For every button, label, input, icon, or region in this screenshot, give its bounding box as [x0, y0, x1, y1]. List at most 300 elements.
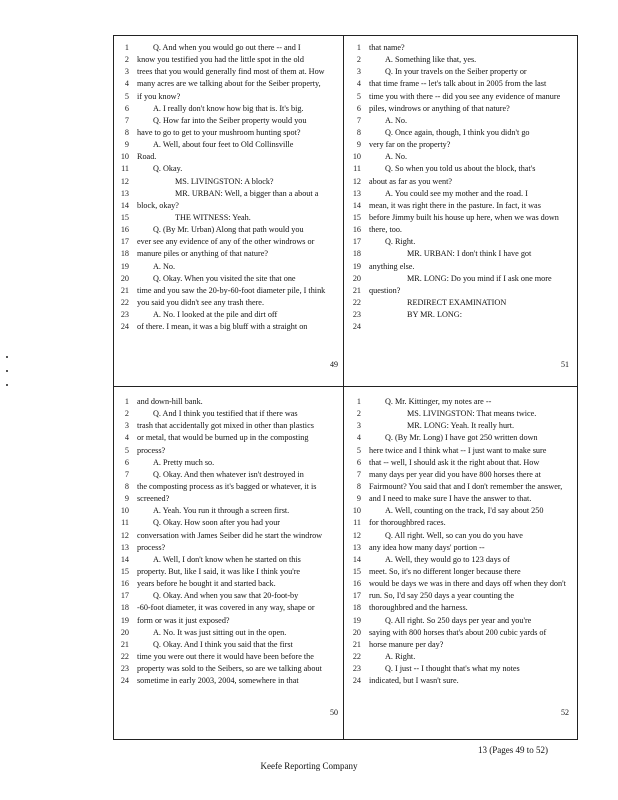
line-number: 2 [124, 409, 129, 419]
transcript-line [345, 188, 574, 200]
transcript-line [113, 78, 342, 90]
line-text: A. Well, I don't know when he started on this [153, 554, 301, 564]
line-number: 10 [120, 152, 129, 162]
transcript-line [113, 54, 342, 66]
line-number: 7 [356, 469, 361, 479]
line-number: 16 [120, 579, 129, 589]
line-text: saying with 800 horses that's about 200 cubic yards of [369, 627, 547, 637]
line-text: block, okay? [137, 200, 179, 210]
transcript-line [113, 261, 342, 273]
transcript-line [113, 675, 342, 687]
line-number: 8 [356, 127, 361, 137]
line-text: Q. Okay. How soon after you had your [153, 518, 281, 528]
transcript-line [113, 224, 342, 236]
transcript-page-bottom-right [345, 396, 574, 687]
line-number: 23 [120, 310, 129, 320]
transcript-line [345, 396, 574, 408]
line-number: 7 [124, 115, 129, 125]
line-text: there, too. [369, 225, 402, 235]
transcript-line [113, 248, 342, 260]
line-number: 5 [356, 445, 361, 455]
transcript-line [113, 469, 342, 481]
transcript-line [345, 493, 574, 505]
line-number: 16 [120, 225, 129, 235]
transcript-line [345, 66, 574, 78]
transcript-line [345, 469, 574, 481]
line-text: years before he bought it and started back. [137, 579, 276, 589]
transcript-line [345, 627, 574, 639]
line-number: 1 [124, 397, 129, 406]
line-number: 7 [356, 115, 361, 125]
line-text: Q. All right. Well, so can you do you have [385, 530, 523, 540]
transcript-line [345, 420, 574, 432]
line-number: 24 [120, 676, 129, 686]
line-text: REDIRECT EXAMINATION [407, 297, 507, 307]
line-text: Q. Once again, though, I think you didn't go [385, 127, 530, 137]
page-number-bottom-left: 50 [330, 708, 338, 717]
transcript-line [345, 554, 574, 566]
transcript-line [113, 42, 342, 54]
line-text: conversation with James Seiber did he start the windrow [137, 530, 323, 540]
line-number: 16 [352, 225, 361, 235]
line-number: 13 [352, 542, 361, 552]
line-text: MR. URBAN: I don't think I have got [407, 249, 532, 259]
line-number: 20 [352, 273, 361, 283]
transcript-line [345, 261, 574, 273]
transcript-line [113, 651, 342, 663]
line-text: screened? [137, 494, 170, 504]
transcript-line [345, 103, 574, 115]
margin-mark [6, 370, 8, 372]
line-text: question? [369, 285, 401, 295]
transcript-line [113, 505, 342, 517]
line-number: 7 [124, 469, 129, 479]
line-text: and down-hill bank. [137, 397, 203, 406]
transcript-page-bottom-left [113, 396, 342, 687]
line-text: ever see any evidence of any of the other windrows or [137, 237, 315, 247]
line-number: 5 [356, 91, 361, 101]
transcript-line [113, 321, 342, 333]
line-number: 1 [356, 43, 361, 52]
line-text: A. I really don't know how big that is. It's big. [153, 103, 304, 113]
line-number: 12 [120, 176, 129, 186]
line-text: A. Well, about four feet to Old Collinsville [153, 140, 294, 150]
transcript-line [345, 115, 574, 127]
line-text: A. Well, counting on the track, I'd say about 250 [385, 506, 544, 516]
line-number: 20 [352, 627, 361, 637]
line-number: 19 [120, 615, 129, 625]
transcript-line [345, 542, 574, 554]
line-text: manure piles or anything of that nature? [137, 249, 268, 259]
vertical-divider [343, 35, 344, 740]
line-number: 14 [120, 554, 129, 564]
line-text: very far on the property? [369, 140, 451, 150]
line-number: 6 [356, 457, 361, 467]
line-text: A. No. [385, 152, 408, 162]
line-number: 11 [121, 164, 129, 174]
transcript-line [345, 163, 574, 175]
line-number: 9 [124, 494, 129, 504]
line-number: 5 [124, 91, 129, 101]
line-text: Q. So when you told us about the block, that's [385, 164, 536, 174]
line-number: 21 [120, 285, 129, 295]
line-number: 6 [356, 103, 361, 113]
transcript-line [345, 151, 574, 163]
line-number: 17 [120, 591, 129, 601]
transcript-line [113, 481, 342, 493]
transcript-line [113, 285, 342, 297]
line-number: 3 [356, 421, 361, 431]
line-text: A. Yeah. You run it through a screen first. [153, 506, 290, 516]
transcript-line [113, 554, 342, 566]
line-text: anything else. [369, 261, 415, 271]
transcript-line [345, 432, 574, 444]
line-number: 13 [352, 188, 361, 198]
line-number: 12 [352, 530, 361, 540]
transcript-line [113, 590, 342, 602]
line-number: 19 [352, 615, 361, 625]
line-number: 10 [352, 152, 361, 162]
line-text: many acres are we talking about for the Seiber property, [137, 79, 321, 89]
transcript-line [345, 615, 574, 627]
transcript-line [113, 309, 342, 321]
transcript-line [345, 309, 574, 321]
line-text: A. Right. [385, 651, 416, 661]
transcript-page-top-left [113, 42, 342, 333]
line-number: 21 [120, 639, 129, 649]
line-text: process? [137, 542, 166, 552]
line-number: 18 [352, 603, 361, 613]
line-number: 24 [352, 676, 361, 686]
transcript-line [345, 176, 574, 188]
line-number: 22 [120, 651, 129, 661]
line-number: 18 [120, 603, 129, 613]
transcript-line [345, 517, 574, 529]
transcript-line [345, 651, 574, 663]
line-text: trees that you would generally find most of them at. How [137, 67, 325, 77]
line-number: 11 [121, 518, 129, 528]
line-text: A. No. [153, 261, 176, 271]
transcript-line [345, 248, 574, 260]
transcript-line [113, 615, 342, 627]
line-text: you said you didn't see any trash there. [137, 297, 264, 307]
line-number: 8 [356, 481, 361, 491]
transcript-line [113, 627, 342, 639]
line-text: -60-foot diameter, it was covered in any way, shape or [137, 603, 315, 613]
line-text: Q. All right. So 250 days per year and you're [385, 615, 532, 625]
line-text: A. No. It was just sitting out in the open. [153, 627, 287, 637]
line-number: 24 [120, 322, 129, 332]
transcript-line [113, 188, 342, 200]
line-number: 18 [352, 249, 361, 259]
line-text: property was sold to the Seibers, so are we talking about [137, 664, 322, 674]
transcript-line [113, 542, 342, 554]
line-text: or metal, that would be burned up in the composting [137, 433, 309, 443]
line-text: of there. I mean, it was a big bluff with a straight on [137, 322, 308, 332]
line-number: 17 [120, 237, 129, 247]
line-number: 21 [352, 639, 361, 649]
transcript-line [113, 115, 342, 127]
line-number: 12 [352, 176, 361, 186]
transcript-line [345, 42, 574, 54]
line-text: that -- well, I should ask it the right about that. How [369, 457, 540, 467]
line-text: have to go to get to your mushroom hunting spot? [137, 127, 301, 137]
line-text: here twice and I think what -- I just want to make sure [369, 445, 547, 455]
transcript-line [113, 408, 342, 420]
line-number: 19 [120, 261, 129, 271]
line-text: process? [137, 445, 166, 455]
page-number-bottom-right: 52 [561, 708, 569, 717]
transcript-line [113, 457, 342, 469]
line-number: 23 [352, 310, 361, 320]
line-text: Road. [137, 152, 157, 162]
transcript-line [345, 445, 574, 457]
line-text: A. Something like that, yes. [385, 55, 477, 65]
transcript-line [345, 481, 574, 493]
line-text: Q. How far into the Seiber property would you [153, 115, 307, 125]
line-number: 13 [120, 188, 129, 198]
transcript-line [345, 127, 574, 139]
line-text: BY MR. LONG: [407, 310, 462, 320]
transcript-lines [113, 42, 342, 333]
line-number: 23 [352, 664, 361, 674]
line-text: for thoroughbred races. [369, 518, 446, 528]
line-number: 2 [356, 409, 361, 419]
line-text: Q. (By Mr. Urban) Along that path would you [153, 225, 304, 235]
page-range-footer: 13 (Pages 49 to 52) [478, 745, 548, 755]
line-text: Q. In your travels on the Seiber property or [385, 67, 527, 77]
line-number: 10 [120, 506, 129, 516]
transcript-line [345, 578, 574, 590]
line-number: 23 [120, 664, 129, 674]
line-number: 13 [120, 542, 129, 552]
line-number: 15 [352, 566, 361, 576]
transcript-line [345, 212, 574, 224]
line-number: 5 [124, 445, 129, 455]
transcript-line [345, 457, 574, 469]
line-text: Q. And I think you testified that if there was [153, 409, 298, 419]
transcript-line [345, 663, 574, 675]
transcript-line [345, 590, 574, 602]
transcript-line [113, 127, 342, 139]
transcript-line [345, 91, 574, 103]
transcript-line [113, 200, 342, 212]
transcript-line [345, 78, 574, 90]
line-text: Q. Mr. Kittinger, my notes are -- [385, 397, 492, 406]
line-text: MS. LIVINGSTON: A block? [175, 176, 274, 186]
line-text: Q. Okay. And I think you said that the first [153, 639, 293, 649]
transcript-line [113, 639, 342, 651]
line-number: 4 [356, 433, 361, 443]
transcript-line [345, 675, 574, 687]
line-text: run. So, I'd say 250 days a year counting the [369, 591, 514, 601]
line-text: would be days we was in there and days off when they don't [369, 579, 566, 589]
transcript-line [113, 103, 342, 115]
line-text: A. No. I looked at the pile and dirt off [153, 310, 278, 320]
line-number: 15 [352, 212, 361, 222]
line-number: 6 [124, 103, 129, 113]
line-number: 3 [356, 67, 361, 77]
transcript-line [113, 212, 342, 224]
line-number: 9 [356, 140, 361, 150]
line-number: 9 [356, 494, 361, 504]
transcript-line [113, 163, 342, 175]
transcript-line [113, 663, 342, 675]
line-number: 14 [352, 200, 361, 210]
line-number: 4 [124, 79, 129, 89]
line-number: 4 [356, 79, 361, 89]
line-text: meet. So, it's no different longer because there [369, 566, 521, 576]
line-text: Q. Okay. And when you saw that 20-foot-by [153, 591, 299, 601]
transcript-line [113, 396, 342, 408]
line-text: MR. LONG: Do you mind if I ask one more [407, 273, 552, 283]
transcript-line [345, 321, 574, 333]
line-number: 4 [124, 433, 129, 443]
line-text: before Jimmy built his house up here, when we was down [369, 212, 559, 222]
horizontal-divider [113, 386, 578, 387]
line-text: THE WITNESS: Yeah. [175, 212, 251, 222]
transcript-lines [345, 396, 574, 687]
line-number: 3 [124, 67, 129, 77]
line-text: know you testified you had the little spot in the old [137, 55, 304, 65]
line-text: piles, windrows or anything of that nature? [369, 103, 510, 113]
line-number: 16 [352, 579, 361, 589]
line-number: 2 [124, 55, 129, 65]
transcript-lines [113, 396, 342, 687]
page-number-top-right: 51 [561, 360, 569, 369]
line-number: 14 [120, 200, 129, 210]
line-number: 15 [120, 566, 129, 576]
line-text: MR. LONG: Yeah. It really hurt. [407, 421, 515, 431]
transcript-line [113, 236, 342, 248]
line-number: 15 [120, 212, 129, 222]
line-text: horse manure per day? [369, 639, 444, 649]
line-number: 20 [120, 273, 129, 283]
line-number: 8 [124, 481, 129, 491]
line-number: 9 [124, 140, 129, 150]
line-text: that name? [369, 43, 405, 52]
transcript-line [345, 139, 574, 151]
margin-mark [6, 356, 8, 358]
line-text: if you know? [137, 91, 181, 101]
line-number: 1 [124, 43, 129, 52]
line-number: 14 [352, 554, 361, 564]
line-number: 17 [352, 591, 361, 601]
line-text: thoroughbred and the harness. [369, 603, 468, 613]
margin-mark [6, 384, 8, 386]
transcript-line [113, 91, 342, 103]
line-text: MS. LIVINGSTON: That means twice. [407, 409, 537, 419]
line-number: 22 [352, 297, 361, 307]
line-text: Q. Right. [385, 237, 416, 247]
company-footer: Keefe Reporting Company [260, 761, 358, 771]
line-number: 1 [356, 397, 361, 406]
line-text: Q. (By Mr. Long) I have got 250 written down [385, 433, 538, 443]
line-number: 11 [353, 518, 361, 528]
transcript-page-top-right [345, 42, 574, 333]
line-number: 24 [352, 322, 361, 332]
line-text: any idea how many days' portion -- [369, 542, 485, 552]
line-text: indicated, but I wasn't sure. [369, 676, 459, 686]
line-text: Q. I just -- I thought that's what my notes [385, 664, 520, 674]
page-number-top-left: 49 [330, 360, 338, 369]
line-text: property. But, like I said, it was like I think you're [137, 566, 301, 576]
line-number: 12 [120, 530, 129, 540]
transcript-line [345, 408, 574, 420]
line-number: 21 [352, 285, 361, 295]
transcript-line [345, 297, 574, 309]
line-text: the composting process as it's bagged or whatever, it is [137, 481, 317, 491]
transcript-line [113, 445, 342, 457]
line-text: A. No. [385, 115, 408, 125]
transcript-line [345, 530, 574, 542]
line-text: form or was it just exposed? [137, 615, 230, 625]
line-text: MR. URBAN: Well, a bigger than a about a [175, 188, 319, 198]
transcript-line [113, 602, 342, 614]
transcript-line [113, 297, 342, 309]
transcript-line [345, 639, 574, 651]
line-text: about as far as you went? [369, 176, 452, 186]
line-text: that time frame -- let's talk about in 2005 from the last [369, 79, 547, 89]
line-text: and I need to make sure I have the answer to that. [369, 494, 532, 504]
line-number: 10 [352, 506, 361, 516]
transcript-line [345, 285, 574, 297]
line-number: 20 [120, 627, 129, 637]
line-number: 17 [352, 237, 361, 247]
line-number: 6 [124, 457, 129, 467]
line-text: time you with there -- did you see any evidence of manure [369, 91, 561, 101]
transcript-line [113, 530, 342, 542]
line-text: time you were out there it would have been before the [137, 651, 314, 661]
line-text: A. Pretty much so. [153, 457, 215, 467]
line-number: 11 [353, 164, 361, 174]
line-number: 2 [356, 55, 361, 65]
line-number: 3 [124, 421, 129, 431]
line-number: 8 [124, 127, 129, 137]
line-number: 22 [120, 297, 129, 307]
transcript-line [345, 200, 574, 212]
line-number: 22 [352, 651, 361, 661]
transcript-line [345, 566, 574, 578]
transcript-line [345, 273, 574, 285]
line-text: Fairmount? You said that and I don't remember the answer, [369, 481, 563, 491]
line-text: sometime in early 2003, 2004, somewhere in that [137, 676, 299, 686]
transcript-line [345, 54, 574, 66]
transcript-line [113, 66, 342, 78]
transcript-line [345, 602, 574, 614]
line-text: Q. Okay. When you visited the site that one [153, 273, 296, 283]
line-text: A. Well, they would go to 123 days of [385, 554, 510, 564]
line-text: time and you saw the 20-by-60-foot diameter pile, I think [137, 285, 326, 295]
line-text: trash that accidentally got mixed in other than plastics [137, 421, 314, 431]
transcript-line [345, 236, 574, 248]
transcript-line [113, 176, 342, 188]
transcript-line [113, 517, 342, 529]
transcript-line [113, 578, 342, 590]
transcript-line [113, 493, 342, 505]
line-number: 18 [120, 249, 129, 259]
transcript-line [113, 139, 342, 151]
transcript-line [113, 432, 342, 444]
line-text: many days per year did you have 800 horses there at [369, 469, 541, 479]
line-text: Q. And when you would go out there -- and I [153, 43, 301, 52]
transcript-line [113, 420, 342, 432]
line-text: mean, it was right there in the pasture. In fact, it was [369, 200, 541, 210]
transcript-lines [345, 42, 574, 333]
line-text: Q. Okay. [153, 164, 183, 174]
transcript-line [113, 273, 342, 285]
line-number: 19 [352, 261, 361, 271]
